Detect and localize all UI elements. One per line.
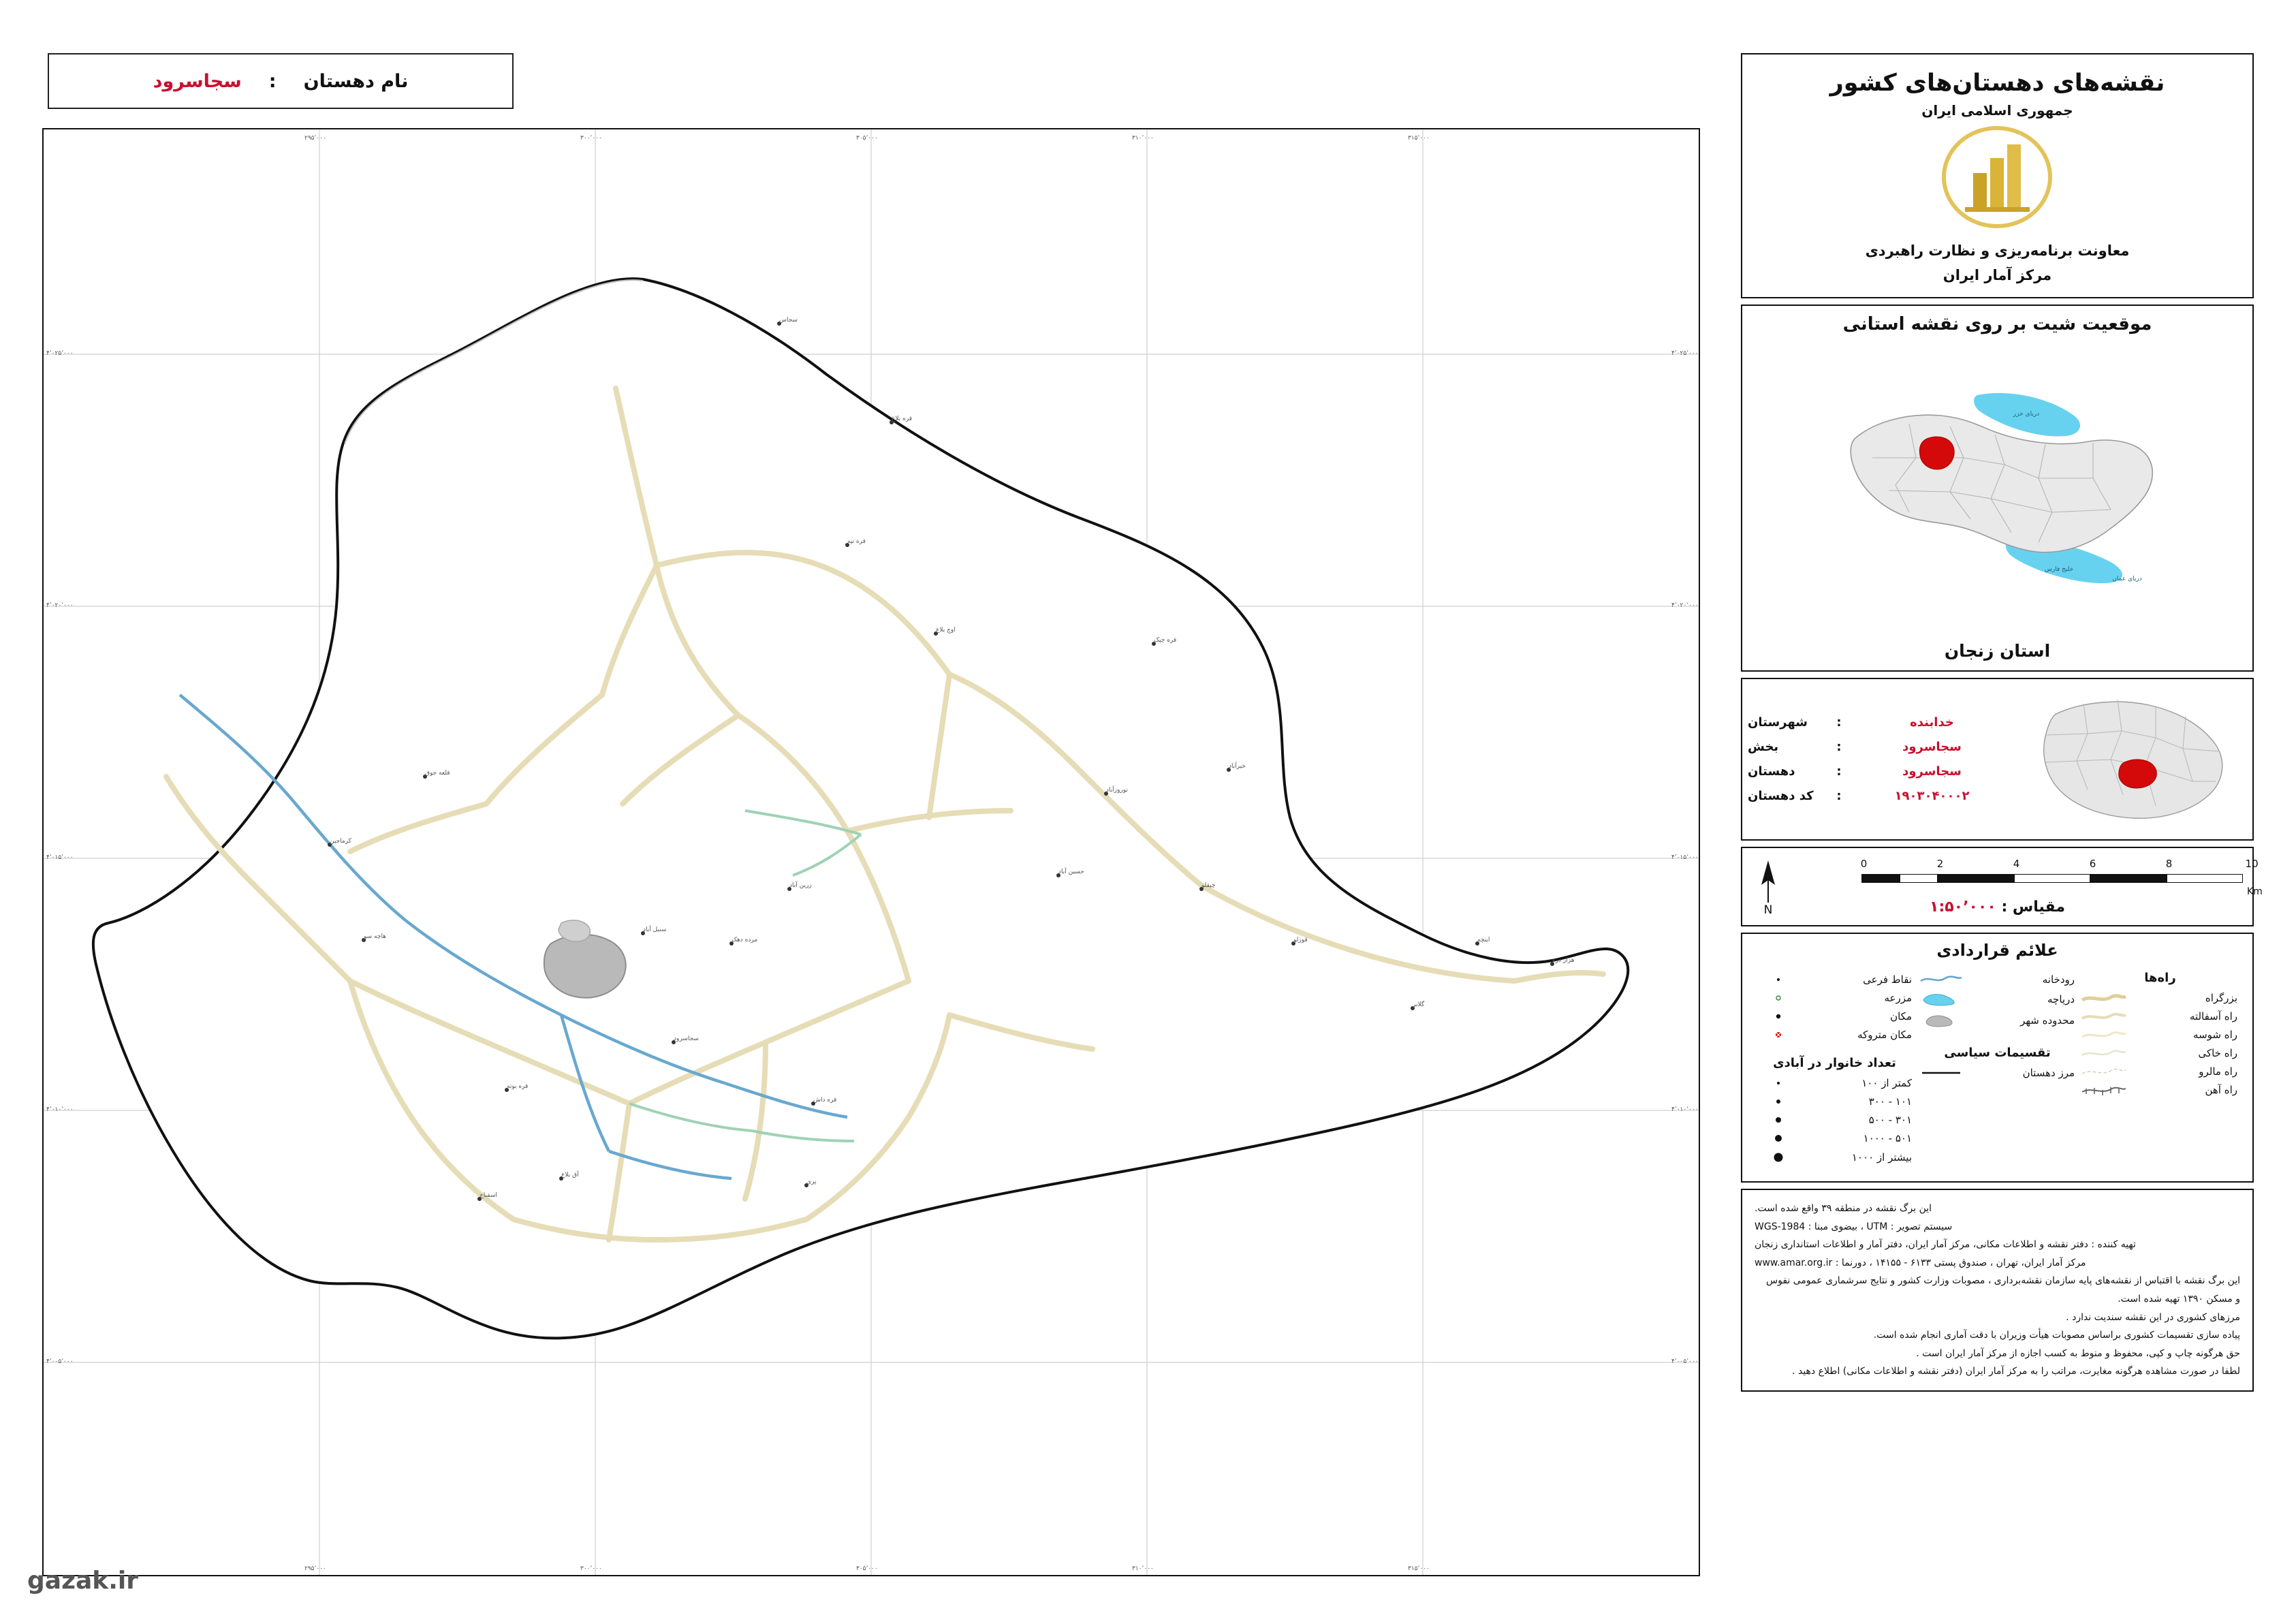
district-name-value: سجاسرود xyxy=(153,70,242,92)
legend-label-district-boundary: مرز دهستان xyxy=(2022,1067,2075,1079)
grid-x-label: ۳۰۵٬۰۰۰ xyxy=(856,1565,878,1572)
sheet-position-title: موقعیت شیت بر روی نقشه استانی xyxy=(1842,314,2152,334)
place-label: قوزلو xyxy=(1293,937,1308,943)
legend-item-farm xyxy=(1753,992,1916,1004)
place-label: سجاس xyxy=(779,317,798,324)
legend-label-place: مکان xyxy=(1890,1010,1912,1022)
note-line-1: سیستم تصویر : UTM ، بیضوی مبنا : WGS-1984 xyxy=(1755,1221,1953,1232)
note-line-8: حق هرگونه چاپ و کپی، محفوظ و منوط به کسب اجازه از مرکز آمار ایران است . xyxy=(1916,1347,2240,1359)
grid-x-label: ۳۱۵٬۰۰۰ xyxy=(1408,1565,1430,1572)
place-label: هاچه سو xyxy=(364,933,386,940)
notes-panel xyxy=(1741,1189,2254,1392)
hh-dot-3-icon xyxy=(1753,1114,1804,1125)
note-line-6: مرزهای کشوری در این نقشه سندیت ندارد . xyxy=(2066,1311,2240,1323)
row-district xyxy=(1748,764,2015,779)
district-code-label: کد دهستان xyxy=(1748,789,1814,803)
city-area xyxy=(544,935,626,998)
grid-x-label: ۲۹۵٬۰۰۰ xyxy=(304,135,326,142)
legend-label-hh-5: بیشتر از ۱۰۰۰ xyxy=(1851,1151,1912,1164)
legend-label-lake: دریاچه xyxy=(2047,993,2075,1005)
legend-item-minor-point xyxy=(1753,973,1916,986)
legend-roads-title: راه‌ها xyxy=(2144,971,2176,985)
grid-y-label: ۴٬۰۰۵٬۰۰۰ xyxy=(46,1358,74,1365)
hh-dot-1-icon xyxy=(1753,1078,1804,1089)
logo xyxy=(1752,119,2243,238)
farm-icon xyxy=(1753,993,1804,1003)
place-label: قره داش xyxy=(813,1097,837,1104)
header-subtitle: جمهوری اسلامی ایران xyxy=(1921,102,2073,119)
place-label: مرده دهک xyxy=(732,937,758,943)
legend-label-hh-4: ۵۰۱ - ۱۰۰۰ xyxy=(1863,1132,1912,1144)
legend-divisions-title: تقسیمات سیاسی xyxy=(1944,1046,2051,1060)
district-name-colon: : xyxy=(268,70,277,92)
scale-label: مقیاس : xyxy=(2001,899,2065,916)
county-label: شهرستان xyxy=(1748,715,1808,730)
legend-label-hh-1: کمتر از ۱۰۰ xyxy=(1861,1077,1912,1089)
place-label: سنبل آباد xyxy=(643,926,667,933)
county-value: خدابنده xyxy=(1910,715,1954,730)
grid-x-label: ۳۰۵٬۰۰۰ xyxy=(856,135,878,142)
iran-map-vector xyxy=(1807,376,2188,601)
legend-label-railway: راه آهن xyxy=(2205,1084,2237,1096)
grid-y-label: ۴٬۰۲۰٬۰۰۰ xyxy=(1671,602,1699,609)
place-label: کرماجین xyxy=(330,838,351,845)
legend-label-hh-3: ۳۰۱ - ۵۰۰ xyxy=(1868,1114,1912,1126)
note-line-3: مرکز آمار ایران، تهران ، صندوق پستی ۶۱۳۳ - ۱۴۱۵۵ ، دورنما : www.amar.org.ir xyxy=(1755,1257,2086,1268)
legend-item-city-area xyxy=(1916,1013,2079,1028)
grid-y-label: ۴٬۰۱۰٬۰۰۰ xyxy=(1671,1106,1699,1113)
district-boundary xyxy=(93,279,1628,1338)
grid-x-label: ۳۱۰٬۰۰۰ xyxy=(1132,135,1154,142)
legend-label-minor-point: نقاط فرعی xyxy=(1863,973,1912,986)
legend-item-dirt xyxy=(2079,1047,2242,1059)
place-label: خیرآباد xyxy=(1229,763,1246,770)
legend-title: علائم قراردادی xyxy=(1936,941,2058,960)
district-boundary-icon xyxy=(1916,1068,1966,1078)
scale-tick-6: 6 xyxy=(2089,858,2096,870)
scale-tick-2: 2 xyxy=(1936,858,1944,870)
grid-x-label: ۳۱۵٬۰۰۰ xyxy=(1408,135,1430,142)
administrative-info-panel xyxy=(1741,678,2254,841)
district-colon: : xyxy=(1836,764,1842,779)
gravel-road-icon xyxy=(2079,1029,2129,1040)
legend-panel xyxy=(1741,933,2254,1183)
legend-item-hh-3 xyxy=(1753,1114,1916,1126)
scale-unit: Km xyxy=(2247,886,2263,897)
scale-tick-8: 8 xyxy=(2165,858,2173,870)
row-district-code xyxy=(1748,789,2015,803)
place-label: آق بلاغ xyxy=(561,1172,579,1178)
legend-item-hh-2 xyxy=(1753,1095,1916,1108)
scale-tick-10: 10 xyxy=(2245,858,2259,870)
header-title: نقشه‌های دهستان‌های کشور xyxy=(1829,69,2165,97)
legend-item-highway xyxy=(2079,992,2242,1004)
dirt-road-icon xyxy=(2079,1048,2129,1059)
grid-x-label: ۳۱۰٬۰۰۰ xyxy=(1132,1565,1154,1572)
place-label: نوروزآباد xyxy=(1106,787,1128,794)
place-label: گلابر xyxy=(1413,1001,1425,1008)
note-line-2: تهیه کننده : دفتر نقشه و اطلاعات مکانی، مرکز آمار ایران، دفتر آمار و اطلاعات استانداری زنجان xyxy=(1755,1239,2136,1251)
district-name-label: نام دهستان xyxy=(303,70,409,92)
map-vector xyxy=(44,129,1699,1575)
note-line-7: پیاده سازی تقسیمات کشوری براساس مصوبات هیأت وزیران با دقت آماری انجام شده است. xyxy=(1873,1330,2240,1341)
bakhsh-value: سجاسرود xyxy=(1902,740,1962,754)
legend-item-railway xyxy=(2079,1084,2242,1096)
district-code-colon: : xyxy=(1836,789,1842,803)
place-label: قلعه جوق xyxy=(425,770,450,777)
grid-x-label: ۳۰۰٬۰۰۰ xyxy=(580,1565,602,1572)
place-icon xyxy=(1753,1012,1804,1021)
scale-ratio xyxy=(1752,899,2243,916)
bar-chart-logo-icon xyxy=(1924,124,2071,233)
legend-item-place xyxy=(1753,1010,1916,1022)
legend-label-city-area: محدوده شهر xyxy=(2020,1014,2075,1027)
district-name-box xyxy=(48,53,514,109)
note-line-4: این برگ نقشه با اقتباس از نقشه‌های پایه سازمان نقشه‌برداری ، مصوبات وزارت کشور و نتایج سرشماری عمومی نفوس xyxy=(1766,1275,2240,1287)
county-overview-map xyxy=(2022,686,2247,832)
county-map-vector xyxy=(2022,686,2247,832)
legend-item-trail xyxy=(2079,1065,2242,1078)
county-colon: : xyxy=(1836,715,1842,730)
highlighted-district xyxy=(2119,760,2157,788)
asphalt-road-icon xyxy=(2079,1011,2129,1022)
place-label: سجاسرود xyxy=(674,1035,699,1042)
persian-gulf-label: خلیج فارس xyxy=(2044,566,2073,573)
org-line-1: معاونت برنامه‌ریزی و نظارت راهبردی xyxy=(1865,243,2130,259)
legend-label-hh-2: ۱۰۱ - ۳۰۰ xyxy=(1868,1095,1912,1108)
river-icon xyxy=(1916,974,1966,985)
scale-panel xyxy=(1741,847,2263,926)
legend-label-dirt: راه خاکی xyxy=(2198,1047,2237,1059)
legend-label-gravel: راه شوسه xyxy=(2193,1029,2237,1041)
railway-icon xyxy=(2079,1084,2129,1095)
legend-label-asphalt: راه آسفالته xyxy=(2189,1010,2237,1022)
trail-road-icon xyxy=(2079,1066,2129,1077)
grid-x-label: ۲۹۵٬۰۰۰ xyxy=(304,1565,326,1572)
grid-x-label: ۳۰۰٬۰۰۰ xyxy=(580,135,602,142)
place-label: هزار دره xyxy=(1552,957,1575,964)
legend-points-column xyxy=(1753,967,1916,1170)
administrative-rows xyxy=(1748,705,2022,813)
legend-label-trail: راه مالرو xyxy=(2199,1065,2237,1078)
legend-label-abandoned: مکان متروکه xyxy=(1857,1029,1912,1041)
grid-y-label: ۴٬۰۰۵٬۰۰۰ xyxy=(1671,1358,1699,1365)
legend-label-highway: بزرگراه xyxy=(2205,992,2237,1004)
row-bakhsh xyxy=(1748,740,2015,754)
map-legend-column xyxy=(1741,53,2263,1392)
lake-icon xyxy=(1916,992,1966,1007)
legend-label-river: رودخانه xyxy=(2042,973,2075,986)
place-label: اسفناج xyxy=(479,1192,497,1199)
place-label: اوچ بلاغ xyxy=(936,627,956,634)
caspian-label: دریای خزر xyxy=(2013,411,2039,418)
place-label: زرین آباد xyxy=(789,882,812,889)
legend-item-abandoned xyxy=(1753,1029,1916,1041)
sheet-position-panel xyxy=(1741,304,2254,672)
row-county xyxy=(1748,715,2015,730)
grid-y-label: ۴٬۰۱۵٬۰۰۰ xyxy=(1671,854,1699,861)
hh-dot-4-icon xyxy=(1753,1132,1804,1144)
grid-y-label: ۴٬۰۱۵٬۰۰۰ xyxy=(46,854,74,861)
scale-tick-0: 0 xyxy=(1860,858,1868,870)
header-panel xyxy=(1741,53,2254,298)
highway-line-icon xyxy=(2079,993,2129,1003)
scale-tick-4: 4 xyxy=(2013,858,2020,870)
note-line-5: و مسکن ۱۳۹۰ تهیه شده است. xyxy=(2118,1293,2240,1305)
place-label: اینچه xyxy=(1477,937,1490,943)
city-area-icon xyxy=(1916,1013,1966,1028)
bakhsh-label: بخش xyxy=(1748,740,1779,754)
bakhsh-colon: : xyxy=(1836,740,1842,754)
note-line-9: لطفا در صورت مشاهده هرگونه مغایرت، مراتب را به مرکز آمار ایران (دفتر نقشه و اطلاعات مکانی) اطلاع دهید . xyxy=(1792,1366,2240,1377)
legend-roads-column xyxy=(2079,967,2242,1170)
district-label: دهستان xyxy=(1748,764,1795,779)
grid-y-label: ۴٬۰۲۰٬۰۰۰ xyxy=(46,602,74,609)
map-canvas[interactable] xyxy=(42,128,1700,1576)
note-line-0: این برگ نقشه در منطقه ۳۹ واقع شده است. xyxy=(1755,1203,1932,1214)
hh-dot-2-icon xyxy=(1753,1096,1804,1107)
place-label: قره بلاغ xyxy=(892,416,913,422)
legend-item-river xyxy=(1916,973,2079,986)
legend-item-hh-4 xyxy=(1753,1132,1916,1144)
legend-item-hh-1 xyxy=(1753,1077,1916,1089)
district-value: سجاسرود xyxy=(1902,764,1962,779)
abandoned-place-icon xyxy=(1753,1030,1804,1040)
place-label: قره تپه xyxy=(847,538,866,545)
highlighted-province xyxy=(1919,437,1954,469)
place-label: قره چپک xyxy=(1154,637,1177,644)
place-label: قره بوته xyxy=(507,1083,529,1090)
scale-value: ۱:۵۰٬۰۰۰ xyxy=(1930,899,1996,916)
legend-hydro-column xyxy=(1916,967,2079,1170)
watermark: gazak.ir xyxy=(27,1567,139,1595)
legend-item-district-boundary xyxy=(1916,1067,2079,1079)
place-label: پری xyxy=(806,1178,817,1185)
province-name: استان زنجان xyxy=(1944,641,2051,661)
iran-overview-map xyxy=(1742,339,2252,638)
north-arrow-icon xyxy=(1755,858,1782,916)
place-label: حسین آباد xyxy=(1058,869,1084,875)
grid-y-label: ۴٬۰۲۵٬۰۰۰ xyxy=(46,350,74,357)
minor-point-icon xyxy=(1753,975,1804,984)
legend-households-title: تعداد خانوار در آبادی xyxy=(1773,1056,1896,1070)
oman-sea-label: دریای عمان xyxy=(2111,576,2142,582)
grid-y-label: ۴٬۰۱۰٬۰۰۰ xyxy=(46,1106,74,1113)
org-line-2: مرکز آمار ایران xyxy=(1943,266,2052,283)
north-letter: N xyxy=(1763,903,1773,916)
legend-item-asphalt xyxy=(2079,1010,2242,1022)
legend-label-farm: مزرعه xyxy=(1884,992,1912,1004)
north-arrow xyxy=(1755,858,1782,919)
legend-item-lake xyxy=(1916,992,2079,1007)
legend-item-hh-5 xyxy=(1753,1151,1916,1164)
place-label: چپقلو xyxy=(1201,882,1216,889)
legend-item-gravel xyxy=(2079,1029,2242,1041)
district-code-value: ۱۹۰۳۰۴۰۰۰۲ xyxy=(1894,789,1970,803)
scale-bar xyxy=(1860,856,2263,897)
grid-y-label: ۴٬۰۲۵٬۰۰۰ xyxy=(1671,350,1699,357)
hh-dot-5-icon xyxy=(1753,1151,1804,1164)
